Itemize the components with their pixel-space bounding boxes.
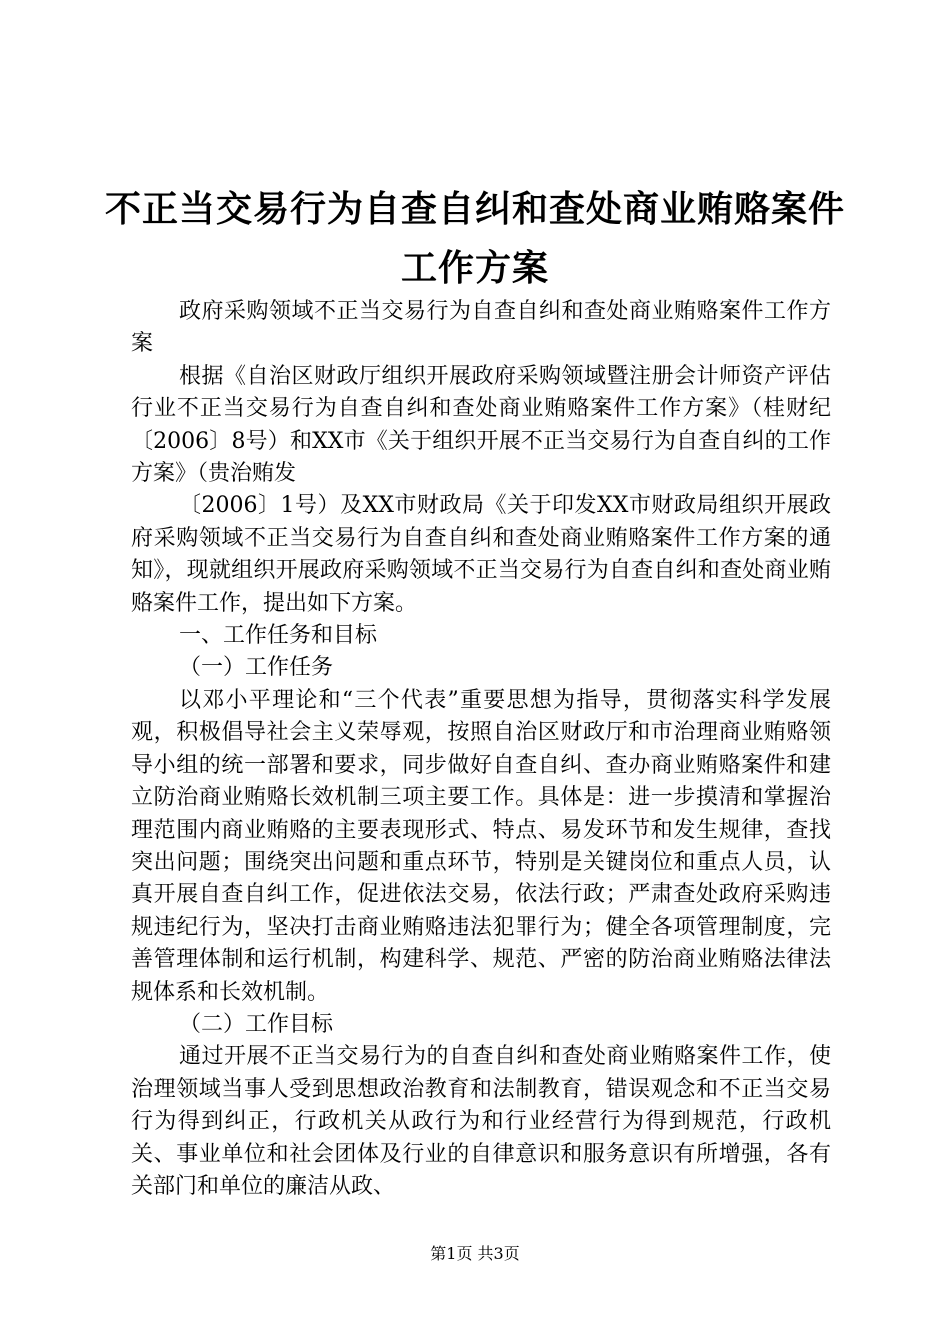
document-body xyxy=(131,296,831,1203)
paragraph-basis-continued: 〔2006〕1号）及XX市财政局《关于印发XX市财政局组织开展政府采购领域不正当交易行为自查自纠和查处商业贿赂案件工作方案的通知》，现就组织开展政府采购领域不正当交易行为自查自纠和查处商业贿赂案件工作，提出如下方案。 xyxy=(131,493,831,616)
page-footer: 第1页 共3页 xyxy=(430,1244,520,1263)
paragraph-subtitle: 政府采购领域不正当交易行为自查自纠和查处商业贿赂案件工作方案 xyxy=(131,299,831,357)
paragraph-basis: 根据《自治区财政厅组织开展政府采购领域暨注册会计师资产评估行业不正当交易行为自查自纠和查处商业贿赂案件工作方案》（桂财纪〔2006〕8号）和XX市《关于组织开展不正当交易行为自查自纠的工作方案》（贵治贿发 xyxy=(131,363,831,487)
subsection-heading-tasks: （一）工作任务 xyxy=(179,655,334,681)
paragraph-goals: 通过开展不正当交易行为的自查自纠和查处商业贿赂案件工作，使治理领域当事人受到思想政治教育和法制教育，错误观念和不正当交易行为得到纠正，行政机关从政行为和行业经营行为得到规范，行政机关、事业单位和社会团体及行业的自律意识和服务意识有所增强，各有关部门和单位的廉洁从政、 xyxy=(131,1044,831,1199)
section-heading-1: 一、工作任务和目标 xyxy=(179,623,378,649)
paragraph-tasks: 以邓小平理论和“三个代表”重要思想为指导，贯彻落实科学发展观，积极倡导社会主义荣辱观，按照自治区财政厅和市治理商业贿赂领导小组的统一部署和要求，同步做好自查自纠、查办商业贿赂案件和建立防治商业贿赂长效机制三项主要工作。具体是：进一步摸清和掌握治理范围内商业贿赂的主要表现形式、特点、易发环节和发生规律，查找突出问题；围绕突出问题和重点环节，特别是关键岗位和重点人员，认真开展自查自纠工作，促进依法交易，依法行政；严肃查处政府采购违规违纪行为，坚决打击商业贿赂违法犯罪行为；健全各项管理制度，完善管理体制和运行机制，构建科学、规范、严密的防治商业贿赂法律法规体系和长效机制。 xyxy=(131,687,831,1005)
subsection-heading-goals: （二）工作目标 xyxy=(179,1011,334,1037)
document-title-line-2: 工作方案 xyxy=(400,248,549,289)
document-title-line-1: 不正当交易行为自查自纠和查处商业贿赂案件 xyxy=(104,189,845,230)
